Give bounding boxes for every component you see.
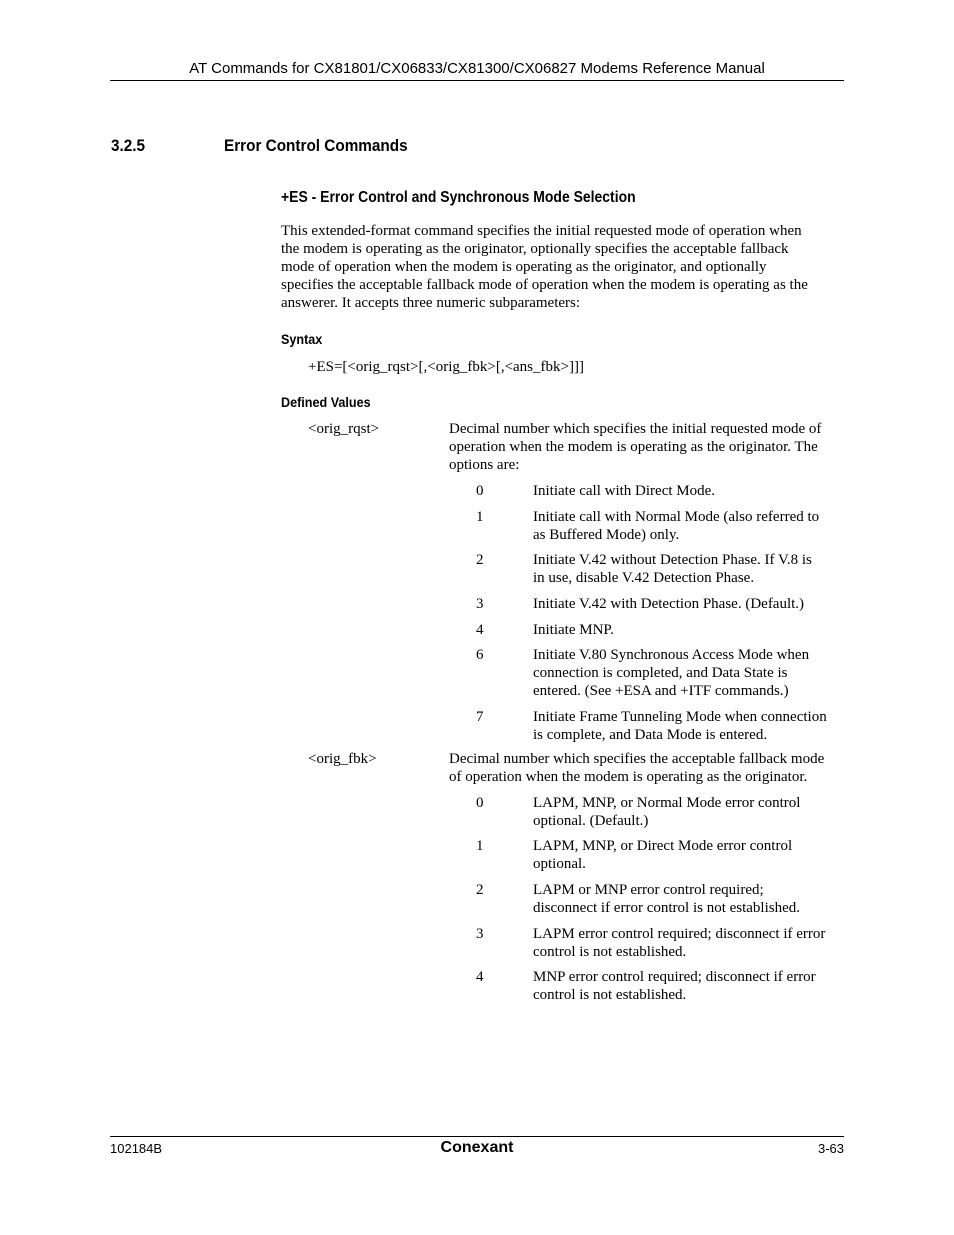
- option-line: connection is completed, and Data State is: [533, 665, 788, 681]
- option-text: [533, 595, 845, 613]
- option-text: [533, 794, 845, 830]
- option-text: [533, 708, 845, 744]
- option-text: [533, 646, 845, 700]
- option-line: LAPM, MNP, or Direct Mode error control: [533, 838, 793, 854]
- option-value: 4: [476, 622, 484, 638]
- option-value: 2: [476, 882, 484, 898]
- description-line: of operation when the modem is operating as the originator.: [449, 769, 808, 785]
- footer-rule: [110, 1136, 844, 1137]
- option-line: is complete, and Data Mode is entered.: [533, 727, 768, 743]
- intro-paragraph: [281, 222, 843, 312]
- option-text: [533, 881, 845, 917]
- option-line: LAPM, MNP, or Normal Mode error control: [533, 795, 801, 811]
- intro-line: specifies the acceptable fallback mode of operation when the modem is operating as the: [281, 277, 808, 293]
- option-line: optional.: [533, 856, 586, 872]
- option-line: as Buffered Mode) only.: [533, 527, 680, 543]
- option-value: 6: [476, 647, 484, 663]
- description-line: operation when the modem is operating as the originator. The: [449, 439, 818, 455]
- intro-line: mode of operation when the modem is operating as the originator, and optionally: [281, 259, 767, 275]
- param-description-orig-rqst: [449, 420, 843, 474]
- option-line: LAPM or MNP error control required;: [533, 882, 764, 898]
- option-line: disconnect if error control is not established.: [533, 900, 801, 916]
- option-line: Initiate MNP.: [533, 622, 614, 638]
- option-text: [533, 508, 845, 544]
- description-line: Decimal number which specifies the acceptable fallback mode: [449, 751, 825, 767]
- intro-line: answerer. It accepts three numeric subparameters:: [281, 295, 581, 311]
- section-number: 3.2.5: [111, 136, 146, 155]
- option-value: 1: [476, 838, 484, 854]
- option-value: 0: [476, 483, 484, 499]
- option-line: control is not established.: [533, 944, 687, 960]
- option-line: entered. (See +ESA and +ITF commands.): [533, 683, 789, 699]
- option-text: [533, 968, 845, 1004]
- option-text: [533, 482, 845, 500]
- header-rule: [110, 80, 844, 81]
- option-value: 3: [476, 926, 484, 942]
- option-line: control is not established.: [533, 987, 687, 1003]
- section-title: Error Control Commands: [224, 136, 408, 155]
- option-line: LAPM error control required; disconnect if error: [533, 926, 826, 942]
- running-header: AT Commands for CX81801/CX06833/CX81300/CX06827 Modems Reference Manual: [189, 60, 765, 77]
- option-line: Initiate V.42 without Detection Phase. If V.8 is: [533, 552, 812, 568]
- intro-line: the modem is operating as the originator, optionally specifies the acceptable fallback: [281, 241, 789, 257]
- description-line: Decimal number which specifies the initial requested mode of: [449, 421, 822, 437]
- option-text: [533, 621, 845, 639]
- option-line: MNP error control required; disconnect if error: [533, 969, 816, 985]
- option-value: 0: [476, 795, 484, 811]
- option-value: 3: [476, 596, 484, 612]
- option-line: in use, disable V.42 Detection Phase.: [533, 570, 755, 586]
- defined-values-heading: Defined Values: [281, 394, 371, 410]
- command-title: +ES - Error Control and Synchronous Mode Selection: [281, 189, 636, 206]
- intro-line: This extended-format command specifies the initial requested mode of operation when: [281, 223, 802, 239]
- option-value: 1: [476, 509, 484, 525]
- option-line: optional. (Default.): [533, 813, 649, 829]
- param-name-orig-fbk: <orig_fbk>: [308, 751, 377, 767]
- syntax-line: +ES=[<orig_rqst>[,<orig_fbk>[,<ans_fbk>]]]: [308, 359, 584, 375]
- footer-company: Conexant: [440, 1139, 514, 1156]
- footer-doc-number: 102184B: [110, 1141, 163, 1156]
- param-description-orig-fbk: [449, 750, 843, 786]
- option-text: [533, 837, 845, 873]
- option-line: Initiate call with Direct Mode.: [533, 483, 716, 499]
- option-value: 7: [476, 709, 484, 725]
- option-line: Initiate V.80 Synchronous Access Mode when: [533, 647, 810, 663]
- syntax-heading: Syntax: [281, 331, 323, 347]
- option-value: 4: [476, 969, 484, 985]
- option-line: Initiate call with Normal Mode (also referred to: [533, 509, 820, 525]
- footer-page-number: 3-63: [817, 1141, 844, 1156]
- option-line: Initiate Frame Tunneling Mode when connection: [533, 709, 827, 725]
- option-line: Initiate V.42 with Detection Phase. (Default.): [533, 596, 805, 612]
- option-text: [533, 551, 845, 587]
- description-line: options are:: [449, 457, 520, 473]
- option-text: [533, 925, 845, 961]
- param-name-orig-rqst: <orig_rqst>: [308, 421, 380, 437]
- option-value: 2: [476, 552, 484, 568]
